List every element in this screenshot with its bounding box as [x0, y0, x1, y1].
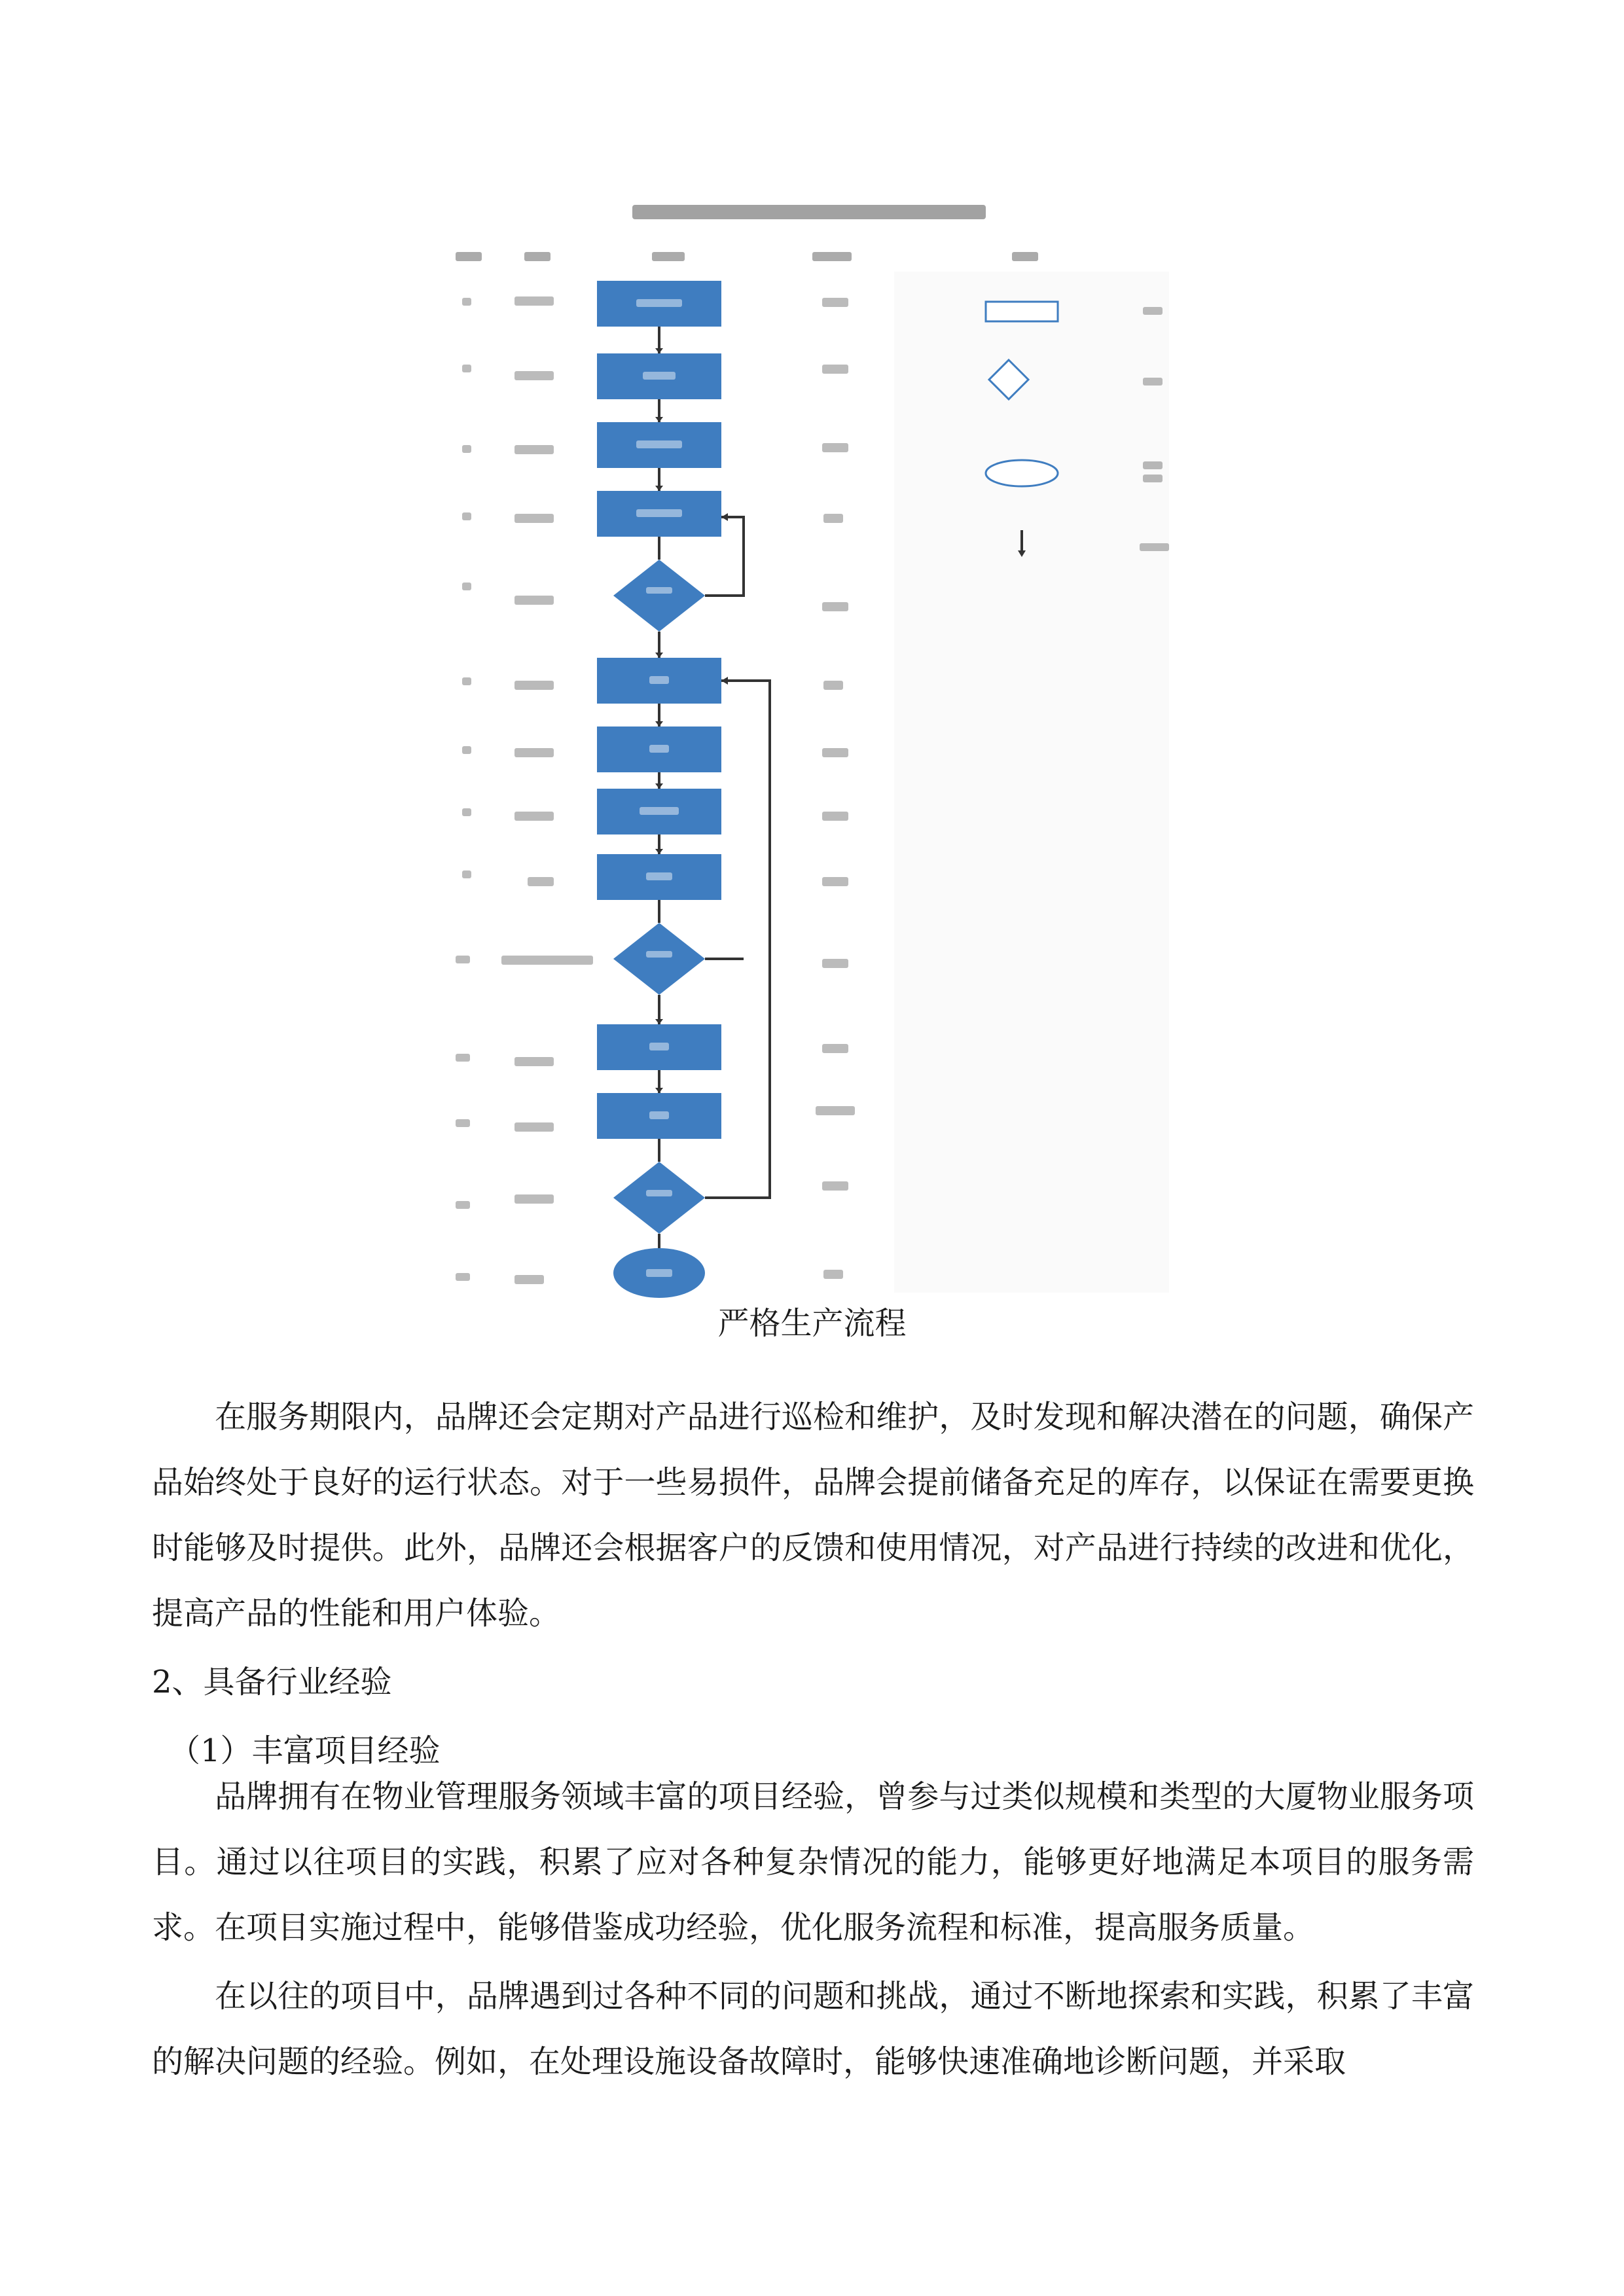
paragraph-project-experience: 品牌拥有在物业管理服务领域丰富的项目经验，曾参与过类似规模和类型的大厦物业服务项目。通过以往项目的实践，积累了应对各种复杂情况的能力，能够更好地满足本项目的服务需求。在项目实施过程中，能够借鉴成功经验，优化服务流程和标准，提高服务质量。: [152, 1778, 1474, 1946]
figure-caption: 严格生产流程: [717, 1305, 907, 1342]
production-flowchart-figure: [436, 187, 1195, 1299]
subsection-heading: （1）丰富项目经验: [169, 1732, 441, 1769]
section-heading: 2、具备行业经验: [152, 1664, 392, 1700]
paragraph-service-maintenance: 在服务期限内，品牌还会定期对产品进行巡检和维护，及时发现和解决潜在的问题，确保产品始终处于良好的运行状态。对于一些易损件，品牌会提前储备充足的库存，以保证在需要更换时能够及时提供。此外，品牌还会根据客户的反馈和使用情况，对产品进行持续的改进和优化，提高产品的性能和用户体验。: [152, 1399, 1474, 1632]
flowchart-title: [632, 205, 986, 219]
paragraph-problem-solving: 在以往的项目中，品牌遇到过各种不同的问题和挑战，通过不断地探索和实践，积累了丰富的解决问题的经验。例如，在处理设施设备故障时，能够快速准确地诊断问题，并采取: [152, 1978, 1474, 2080]
flowchart-image: [436, 187, 1195, 1299]
